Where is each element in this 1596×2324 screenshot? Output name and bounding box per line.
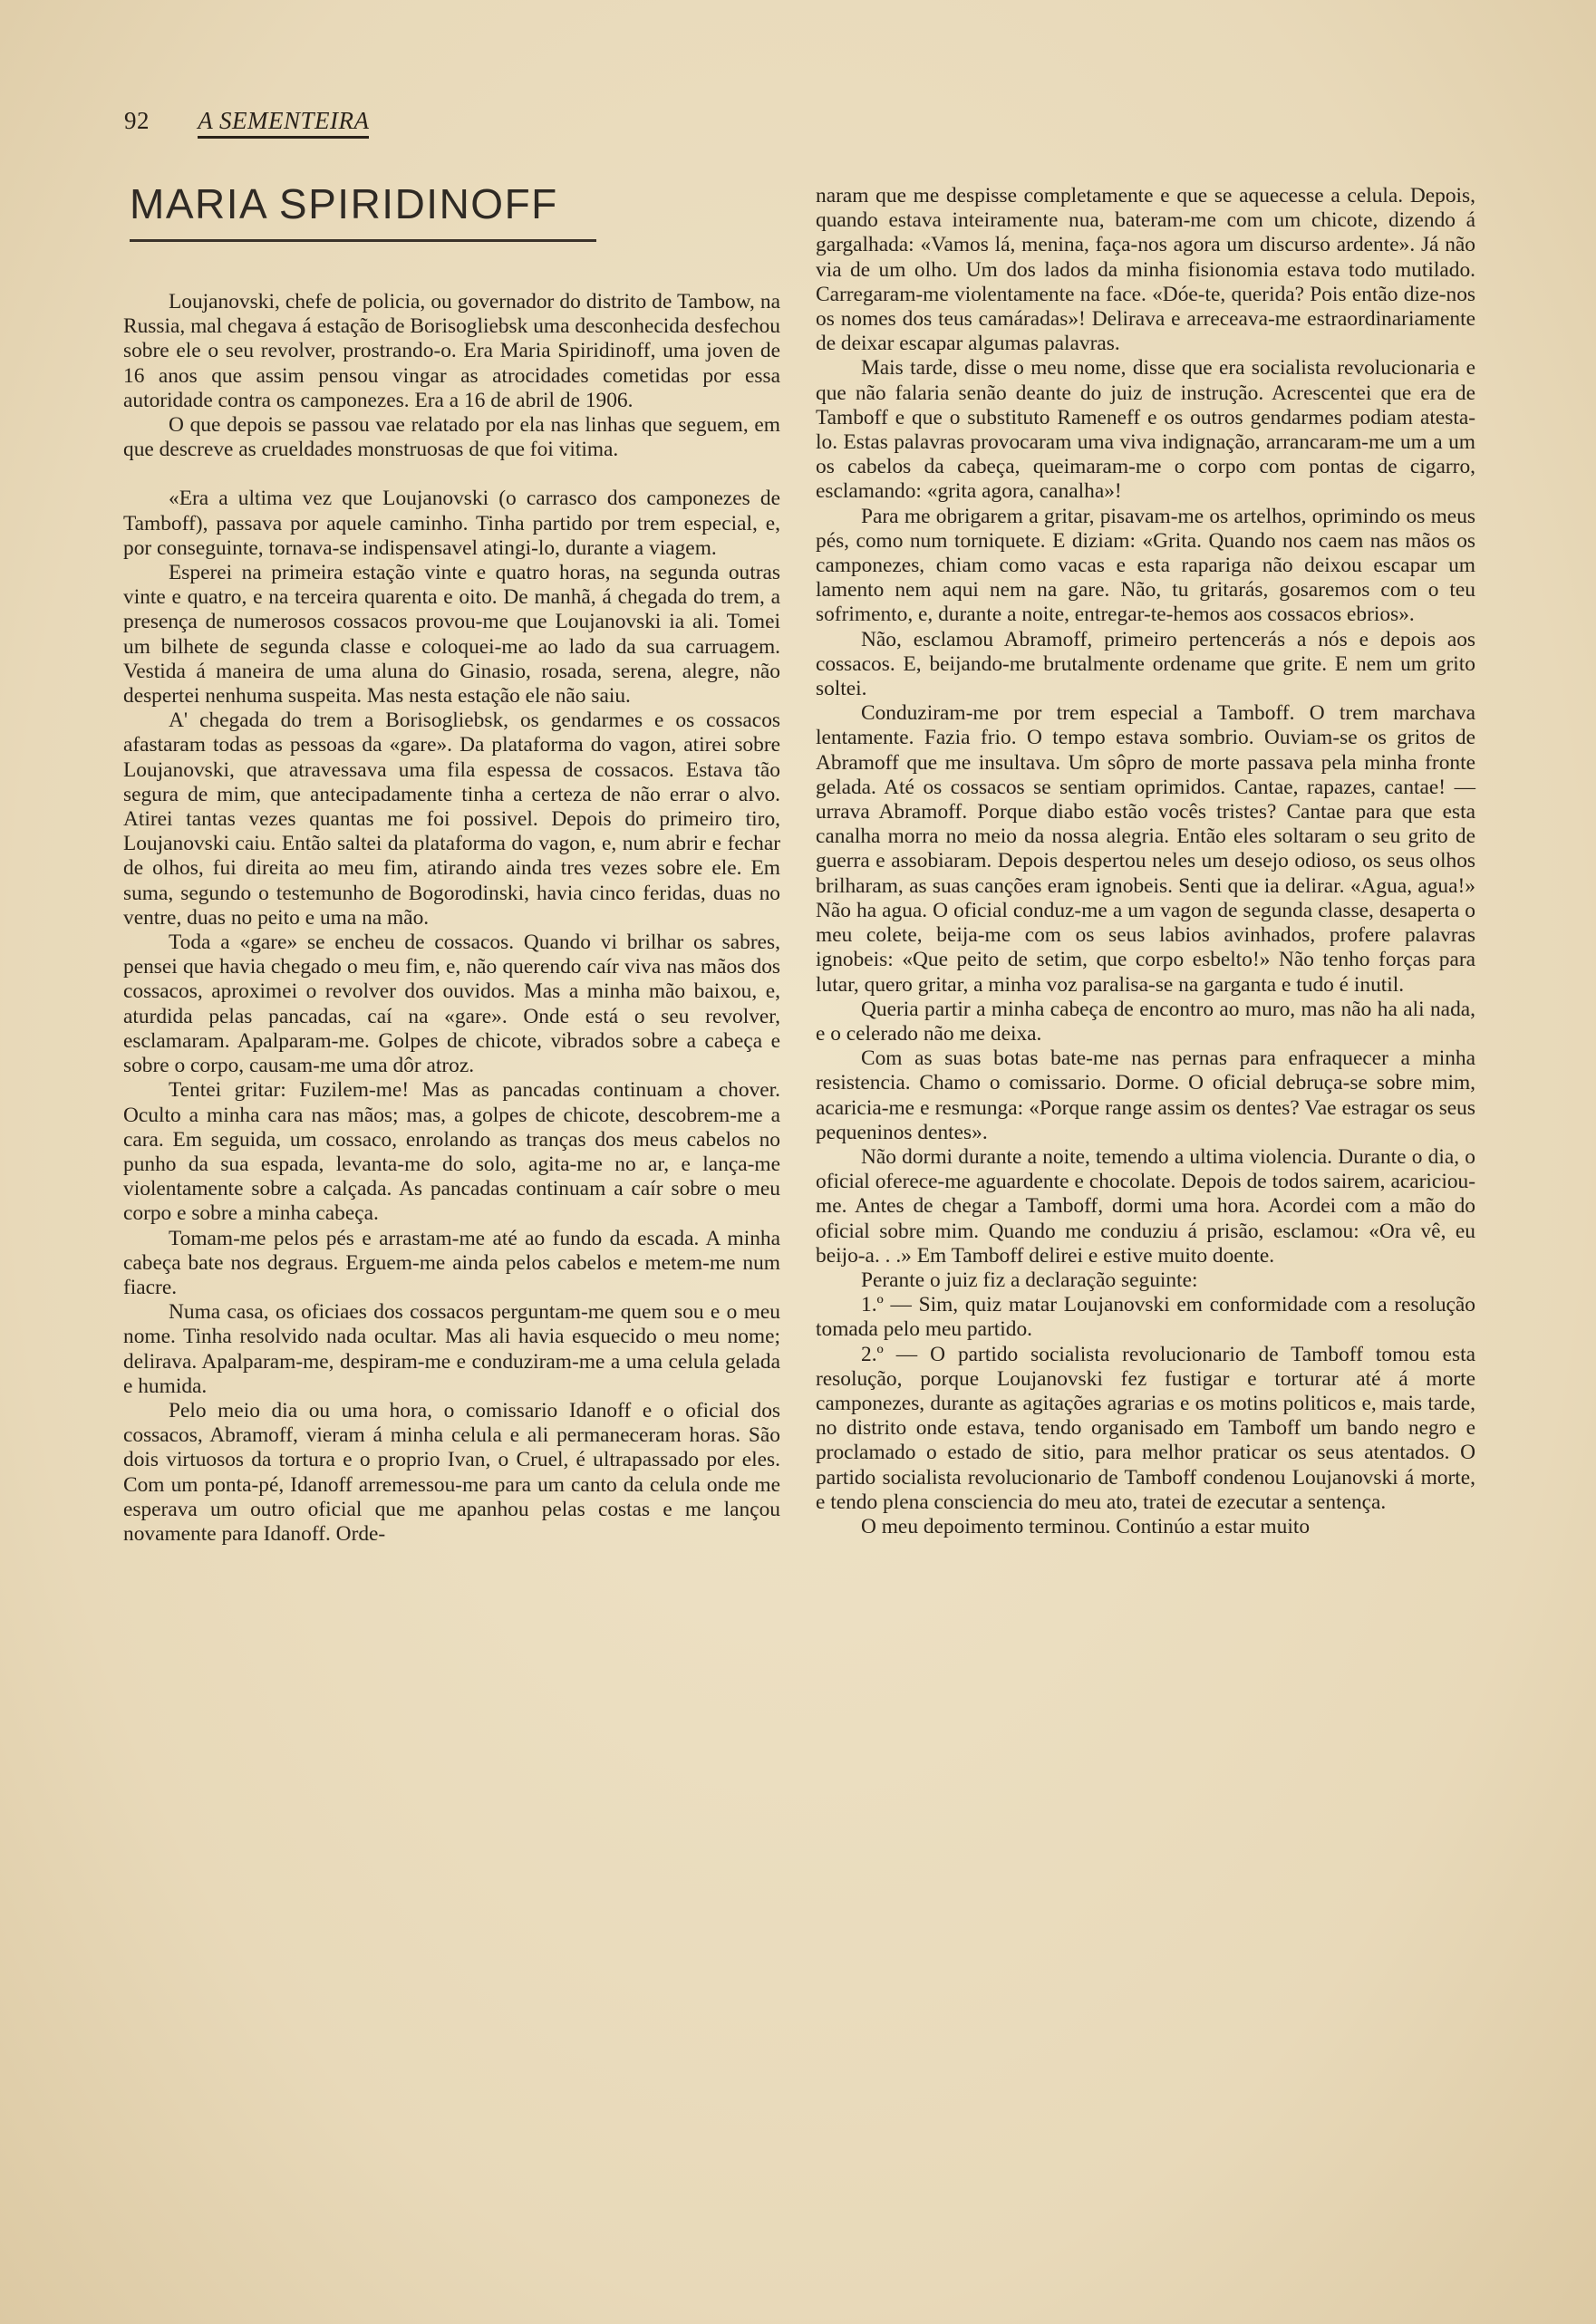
paragraph: O que depois se passou vae relatado por ela nas linhas que seguem, em que descreve as crueldades monstruosas de que foi vitima. [123,413,780,462]
paragraph: O meu depoimento terminou. Continúo a estar muito [861,1514,1311,1538]
paragraph: Não dormi durante a noite, temendo a ultima violencia. Durante o dia, o oficial oferece-me aguardente e chocolate. Depois de todos sairem, acariciou-me. Antes de chegar a Tamboff, dormi uma hora. Acordei com a mão do oficial sobre mim. Quando me conduziu á prisão, esclamou: «Ora vê, eu beijo-a. . .» Em Tamboff delirei e estive muito doente. [816,1144,1475,1268]
paragraph: 2.º — O partido socialista revolucionario de Tamboff tomou esta resolução, porque Loujanovski fez fustigar e torturar até á morte camponezes, durante as agitações agrarias e os motins politicos e, mais tarde, no distrito onde estava, tendo organisado em Tamboff um bando negro e proclamado o estado de sitio, para melhor praticar os seus atentados. O partido socialista revolucionario de Tamboff condenou Loujanovski á morte, e tendo plena consciencia do meu ato, tratei de ezecutar a sentença. [816,1342,1475,1514]
title-underline [130,239,596,242]
page-number: 92 [124,107,150,134]
paragraph: Queria partir a minha cabeça de encontro ao muro, mas não ha ali nada, e o celerado não me deixa. [816,997,1475,1046]
paragraph: Com as suas botas bate-me nas pernas para enfraquecer a minha resistencia. Chamo o comissario. Dorme. O oficial debruça-se sobre mim, acaricia-me e resmunga: «Porque range assim os dentes? Vae estragar os seus pequeninos dentes». [816,1046,1475,1144]
paragraph: Pelo meio dia ou uma hora, o comissario Idanoff e o oficial dos cossacos, Abramoff, vieram á minha celula e ali permaneceram horas. São dois virtuosos da tortura e o proprio Ivan, o Cruel, é ultrapassado por eles. Com um ponta-pé, Idanoff arremessou-me para um canto da celula onde me esperava um outro oficial que me apanhou pelas costas e me lançou novamente para Idanoff. Orde- [123,1398,780,1546]
right-column [816,184,1475,1539]
paragraph: Mais tarde, disse o meu nome, disse que era socialista revolucionaria e que não falaria senão deante do juiz de instrução. Acrescentei que era de Tamboff e que o substituto Rameneff e os outros gendarmes podiam atesta-lo. Estas palavras provocaram uma viva indignação, arrancaram-me um a um os cabelos da cabeça, queimaram-me o corpo com pontas de cigarro, esclamando: «grita agora, canalha»! [816,356,1475,504]
article-title: MARIA SPIRIDINOFF [130,180,558,227]
paragraph: Perante o juiz fiz a declaração seguinte: [861,1268,1198,1292]
publication-title: A SEMENTEIRA [198,107,369,139]
paragraph: A' chegada do trem a Borisogliebsk, os gendarmes e os cossacos afastaram todas as pessoas da «gare». Da plataforma do vagon, atirei sobre Loujanovski, que atravessava uma fila espessa de cossacos. Estava tão segura de mim, que antecipadamente tinha a certeza de não errar o alvo. Atirei tantas vezes quantas me foi possivel. Depois do primeiro tiro, Loujanovski caiu. Então saltei da plataforma do vagon, e, num abrir e fechar de olhos, fui direita ao meu fim, atirando ainda tres vezes sobre ele. Em suma, segundo o testemunho de Bogorodinski, havia cinco feridas, duas no ventre, duas no peito e uma na mão. [123,709,780,930]
paragraph: Conduziram-me por trem especial a Tamboff. O trem marchava lentamente. Fazia frio. O tempo estava sombrio. Ouviam-se os gritos de Abramoff que me insultava. Um sôpro de morte passava pela minha fronte gelada. Até os cossacos se sentiam oprimidos. Cantae, rapazes, cantae! — urrava Abramoff. Porque diabo estão vocês tristes? Cantae para que esta canalha morra no meio da nossa alegria. Então eles soltaram o seu grito de guerra e assobiaram. Depois despertou neles um desejo odioso, os seus olhos brilharam, as suas canções eram ignobeis. Senti que ia delirar. «Agua, agua!» Não ha agua. O oficial conduz-me a um vagon de segunda classe, desaperta o meu colete, beija-me com os seus labios avinhados, profere palavras ignobeis: «Que peito de setim, que corpo esbelto!» Não tenho forças para lutar, quero gritar, a minha voz paralisa-se na garganta e tudo é inutil. [816,701,1475,997]
paragraph: Não, esclamou Abramoff, primeiro pertencerás a nós e depois aos cossacos. E, beijando-me brutalmente ordename que grite. E nem um grito soltei. [816,627,1475,701]
paragraph: Para me obrigarem a gritar, pisavam-me os artelhos, oprimindo os meus pés, como num torniquete. E diziam: «Grita. Quando nos caem nas mãos os camponezes, chiam como vacas e esta rapariga não deixou escapar um lamento nem aqui nem na gare. Não, tu gritarás, gosaremos com o teu sofrimento, e, durante a noite, entregar-te-hemos aos cossacos ebrios». [816,504,1475,627]
paragraph: naram que me despisse completamente e que se aquecesse a celula. Depois, quando estava inteiramente nua, bateram-me com um chicote, dizendo á gargalhada: «Vamos lá, menina, faça-nos agora um discurso ardente». Já não via de um olho. Um dos lados da minha fisionomia estava todo mutilado. Carregaram-me violentamente na face. «Dóe-te, querida? Pois então dize-nos os nomes dos teus camáradas»! Delirava e arreceava-me estraordinariamente de deixar escapar algumas palavras. [816,184,1475,356]
paragraph: Tomam-me pelos pés e arrastam-me até ao fundo da escada. A minha cabeça bate nos degraus. Erguem-me ainda pelos cabelos e metem-me num fiacre. [123,1226,780,1299]
paragraph: Loujanovski, chefe de policia, ou governador do distrito de Tambow, na Russia, mal chegava á estação de Borisogliebsk uma desconhecida desfechou sobre ele o seu revolver, prostrando-o. Era Maria Spiridinoff, uma joven de 16 anos que assim pensou vingar as atrocidades cometidas por essa autoridade contra os camponezes. Era a 16 de abril de 1906. [123,290,780,412]
paragraph: 1.º — Sim, quiz matar Loujanovski em conformidade com a resolução tomada pelo meu partido. [816,1293,1475,1342]
left-column [123,290,780,1547]
paragraph: Tentei gritar: Fuzilem-me! Mas as pancadas continuam a chover. Oculto a minha cara nas mãos; mas, a golpes de chicote, descobrem-me a cara. Em seguida, um cossaco, enrolando as tranças dos meus cabelos no punho da sua espada, levanta-me do solo, agita-me no ar, e lança-me violentamente sobre a calçada. As pancadas continuam a caír sobre o meu corpo e sobre a minha cabeça. [123,1078,780,1226]
paragraph: Toda a «gare» se encheu de cossacos. Quando vi brilhar os sabres, pensei que havia chegado o meu fim, e, não querendo caír viva nas mãos dos cossacos, aproximei o revolver dos ouvidos. Mas a minha mão baixou, e, aturdida pelas pancadas, caí na «gare». Onde está o seu revolver, esclamaram. Apalparam-me. Golpes de chicote, vibrados sobre a cabeça e sobre o corpo, causam-me uma dôr atroz. [123,931,780,1078]
page-header [124,107,369,139]
paragraph: «Era a ultima vez que Loujanovski (o carrasco dos camponezes de Tamboff), passava por aquele caminho. Tinha partido por trem especial, e, por conseguinte, tornava-se indispensavel atingi-lo, durante a viagem. [123,487,780,560]
paragraph: Numa casa, os oficiaes dos cossacos perguntam-me quem sou e o meu nome. Tinha resolvido nada ocultar. Mas ali havia esquecido o meu nome; delirava. Apalparam-me, despiram-me e conduziram-me a uma celula gelada e humida. [123,1300,780,1398]
paragraph: Esperei na primeira estação vinte e quatro horas, na segunda outras vinte e quatro, e na terceira quarenta e oito. De manhã, á chegada do trem, a presença de numerosos cossacos provou-me que Loujanovski ia ali. Tomei um bilhete de segunda classe e coloquei-me ao lado da sua carruagem. Vestida á maneira de uma aluna do Ginasio, rosada, serena, alegre, não despertei nenhuma suspeita. Mas nesta estação ele não saiu. [123,561,780,709]
